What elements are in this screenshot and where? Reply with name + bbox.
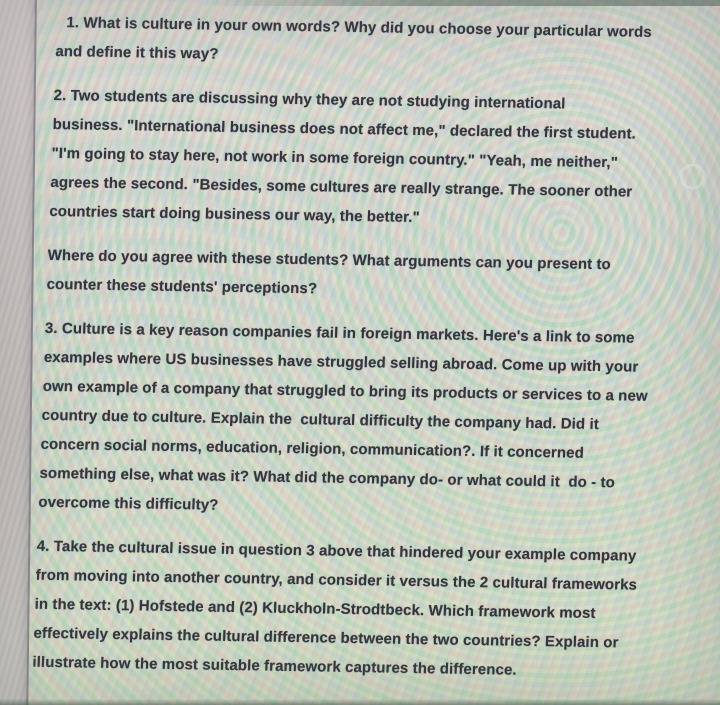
question-1-paragraph: 1. What is culture in your own words? Why did you choose your particular words and define it this way? <box>55 14 653 63</box>
question-4-paragraph: 4. Take the cultural issue in question 3 above that hindered your example company from moving into another country, and consider it versus the 2 cultural frameworks in the text: (1) Hofstede and (2) Kluckholn-Strodtbeck. Which framework most effectively explains the cultural difference between the two countries? Explain or illustrate how the most suitable framework captures the difference. <box>32 537 638 679</box>
question-2-followup-paragraph: Where do you agree with these students? What arguments can you present to counter these students' perceptions? <box>46 246 612 298</box>
question-3-paragraph: 3. Culture is a key reason companies fail in foreign markets. Here's a link to some examples where US businesses have struggled selling abroad. Come up with your own example of a company that struggled to bring its products or services to a new country due to culture. Explain the cultural difficulty the company had. Did it concern social norms, education, religion, communication?. If it concerned something else, what was it? What did the company do- or what could it do - to overcome this difficulty? <box>38 319 649 514</box>
document-text <box>31 8 712 703</box>
question-2-paragraph: 2. Two students are discussing why they are not studying international business. "International business does not affect me," declared the first student. "I'm going to stay here, not work in some foreign country." "Yeah, me neither," agrees the second. "Besides, some cultures are really strange. The sooner other countries start doing business our way, the better." <box>49 86 637 227</box>
left-margin-strip <box>0 0 37 705</box>
bottom-edge-shadow <box>0 699 720 705</box>
screen-reflection-circle <box>680 164 705 189</box>
top-edge-shadow <box>0 0 720 6</box>
